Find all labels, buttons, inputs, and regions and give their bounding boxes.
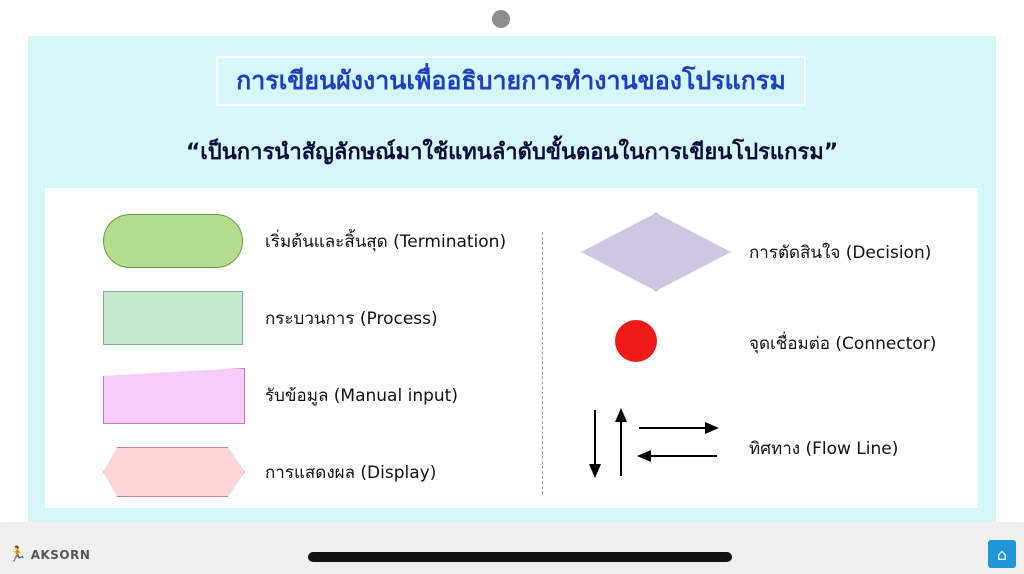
circle-shape [615, 320, 657, 362]
rounded-rectangle-shape [103, 214, 243, 268]
subtitle-text: “เป็นการนำสัญลักษณ์มาใช้แทนลำดับขั้นตอนในการเขียนโปรแกรม” [185, 140, 839, 165]
legend-item-termination [97, 206, 506, 276]
slide-canvas [28, 36, 996, 522]
brand [8, 547, 90, 562]
flow-arrows-shape [581, 398, 731, 488]
display-shape [103, 447, 245, 497]
progress-bar[interactable] [308, 552, 732, 562]
legend-item-flow-line [573, 403, 898, 493]
legend-item-connector [573, 308, 936, 378]
shape-cell [573, 308, 741, 378]
legend-label: กระบวนการ (Process) [265, 308, 438, 329]
legend-label: การตัดสินใจ (Decision) [749, 242, 932, 263]
legend-label: จุดเชื่อมต่อ (Connector) [749, 333, 937, 354]
footer-bar [0, 522, 1024, 574]
page-title: การเขียนผังงานเพื่ออธิบายการทำงานของโปรแกรม [236, 66, 786, 95]
manual-input-shape [103, 368, 245, 424]
progress-fill [308, 552, 732, 562]
shape-cell [97, 206, 257, 276]
legend-item-decision [573, 211, 931, 293]
legend-label: ทิศทาง (Flow Line) [749, 438, 899, 459]
diamond-shape [581, 213, 731, 291]
shape-cell [97, 437, 257, 507]
shape-cell [573, 403, 741, 493]
runner-logo-icon: 🏃 [8, 545, 27, 563]
home-icon: ⌂ [996, 544, 1008, 564]
shape-cell [573, 211, 741, 293]
legend-item-process [97, 283, 438, 353]
legend-label: รับข้อมูล (Manual input) [265, 385, 458, 406]
column-divider [542, 232, 543, 494]
legend-label: การแสดงผล (Display) [265, 462, 437, 483]
title-box [216, 56, 806, 106]
slide-indicator-dot [492, 10, 510, 28]
shape-cell [97, 283, 257, 353]
legend-label: เริ่มต้นและสิ้นสุด (Termination) [265, 231, 507, 252]
brand-label: AKSORN [30, 547, 91, 562]
home-button[interactable] [988, 540, 1016, 568]
rectangle-shape [103, 291, 243, 345]
legend-panel [45, 188, 978, 508]
shape-cell [97, 360, 257, 430]
legend-item-display [97, 437, 436, 507]
legend-item-manual-input [97, 360, 458, 430]
